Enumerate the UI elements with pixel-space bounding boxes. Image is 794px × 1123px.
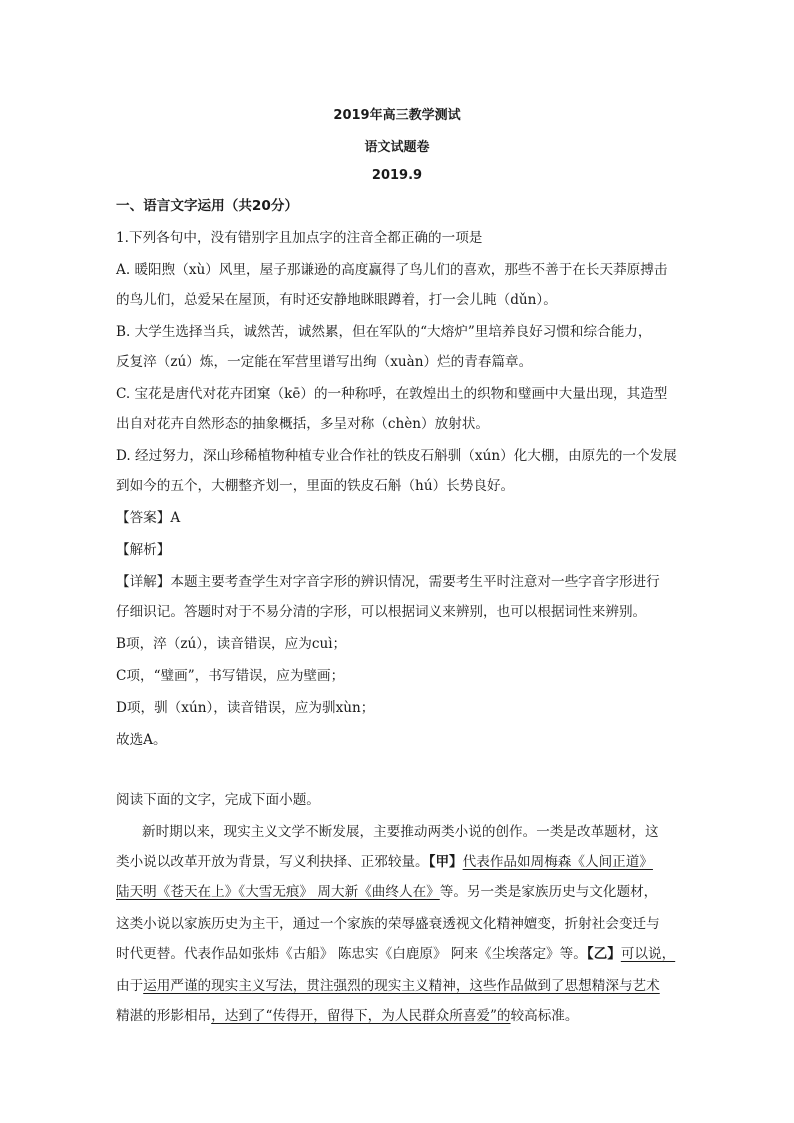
- passage-line-6: [116, 976, 688, 996]
- answer-label: 【答案】A: [116, 510, 181, 526]
- question-stem: 1.下列各句中，没有错别字且加点字的注音全都正确的一项是: [116, 230, 483, 246]
- detail-line-2: 仔细识记。答题时对于不易分清的字形，可以根据词义来辨别，也可以根据词性来辨别。: [116, 604, 647, 620]
- passage-text: 时代更替。代表作品如张炜《古船》 陈忠实《白鹿原》 阿来《尘埃落定》等。: [116, 946, 587, 962]
- underlined-text: 代表作品如周梅森《人间正道》: [462, 854, 653, 870]
- option-a-line-2: 的鸟儿们，总爱呆在屋顶，有时还安静地眯眼蹲着，打一会儿盹（dǔn）。: [116, 292, 557, 308]
- option-d-line-2: 到如今的五个，大棚整齐划一，里面的铁皮石斛（hú）长势良好。: [116, 478, 515, 494]
- underlined-text: 陆天明《苍天在上》《大雪无痕》 周大新《曲终人在》: [116, 884, 440, 900]
- passage-line-5: [116, 944, 688, 964]
- note-d: D项，驯（xún），读音错误，应为驯xùn；: [116, 700, 375, 716]
- conclusion: 故选A。: [116, 732, 167, 748]
- passage-line-2: [116, 852, 688, 872]
- detail-line-1: 【详解】本题主要考查学生对字音字形的辨识情况，需要考生平时注意对一些字音字形进行: [116, 574, 660, 590]
- underlined-text: 可以说，: [620, 946, 676, 962]
- section-heading: 一、语言文字运用（共20分）: [116, 198, 299, 214]
- passage-text: 较高标准: [510, 1008, 565, 1024]
- option-a-line-1: A. 暖阳煦（xù）风里，屋子那谦逊的高度赢得了鸟儿们的喜欢，那些不善于在长天莽原搏击: [116, 262, 668, 278]
- passage-line-4: 这类小说以家族历史为主干，通过一个家族的荣辱盛衰透视文化精神嬗变，折射社会变迁与: [116, 916, 660, 932]
- passage-line-3: [116, 882, 688, 902]
- passage-text: 等。另一类是家族历史与文化题材，: [439, 884, 658, 900]
- marker-yi: 【乙】: [586, 946, 621, 962]
- option-d-line-1: D. 经过努力，深山珍稀植物种植专业合作社的铁皮石斛驯（xún）化大棚，由原先的一个发展: [116, 448, 677, 464]
- note-c: C项，“璧画”，书写错误，应为壁画；: [116, 668, 345, 684]
- option-b-line-2: 反复淬（zú）炼，一定能在军营里谱写出绚（xuàn）烂的青春篇章。: [116, 354, 533, 370]
- passage-text: 由于: [116, 978, 144, 994]
- underlined-text: 运用严谨的现实主义写法，贯注强烈的现实主义精神，这些作品做到了思想精深与艺术: [143, 978, 660, 994]
- passage-line-1: 新时期以来，现实主义文学不断发展，主要推动两类小说的创作。一类是改革题材，这: [142, 824, 659, 840]
- reading-instruction: 阅读下面的文字，完成下面小题。: [116, 792, 320, 808]
- analysis-label: 【解析】: [116, 542, 171, 558]
- passage-text: 。: [564, 1008, 579, 1024]
- note-b: B项，淬（zú），读音错误，应为cuì；: [116, 636, 347, 652]
- option-c-line-2: 出自对花卉自然形态的抽象概括，多呈对称（chèn）放射状。: [116, 416, 490, 432]
- marker-jia: 【甲】: [428, 854, 463, 870]
- exam-subtitle: 语文试题卷: [364, 140, 430, 155]
- passage-text: 精湛的形影相吊: [116, 1008, 212, 1024]
- underlined-text: ，达到了“传得开，留得下，为人民群众所喜爱”的: [211, 1008, 511, 1024]
- option-b-line-1: B. 大学生选择当兵，诚然苦，诚然累，但在军队的“大熔炉”里培养良好习惯和综合能力，: [116, 324, 652, 340]
- exam-title: 2019年高三教学测试: [333, 108, 461, 123]
- passage-text: 类小说以改革开放为背景，写义利抉择、正邪较量。: [116, 854, 429, 870]
- exam-date: 2019.9: [371, 168, 423, 183]
- passage-line-7: [116, 1006, 688, 1026]
- option-c-line-1: C. 宝花是唐代对花卉团窠（kē）的一种称呼，在敦煌出土的织物和璧画中大量出现，其造型: [116, 386, 668, 402]
